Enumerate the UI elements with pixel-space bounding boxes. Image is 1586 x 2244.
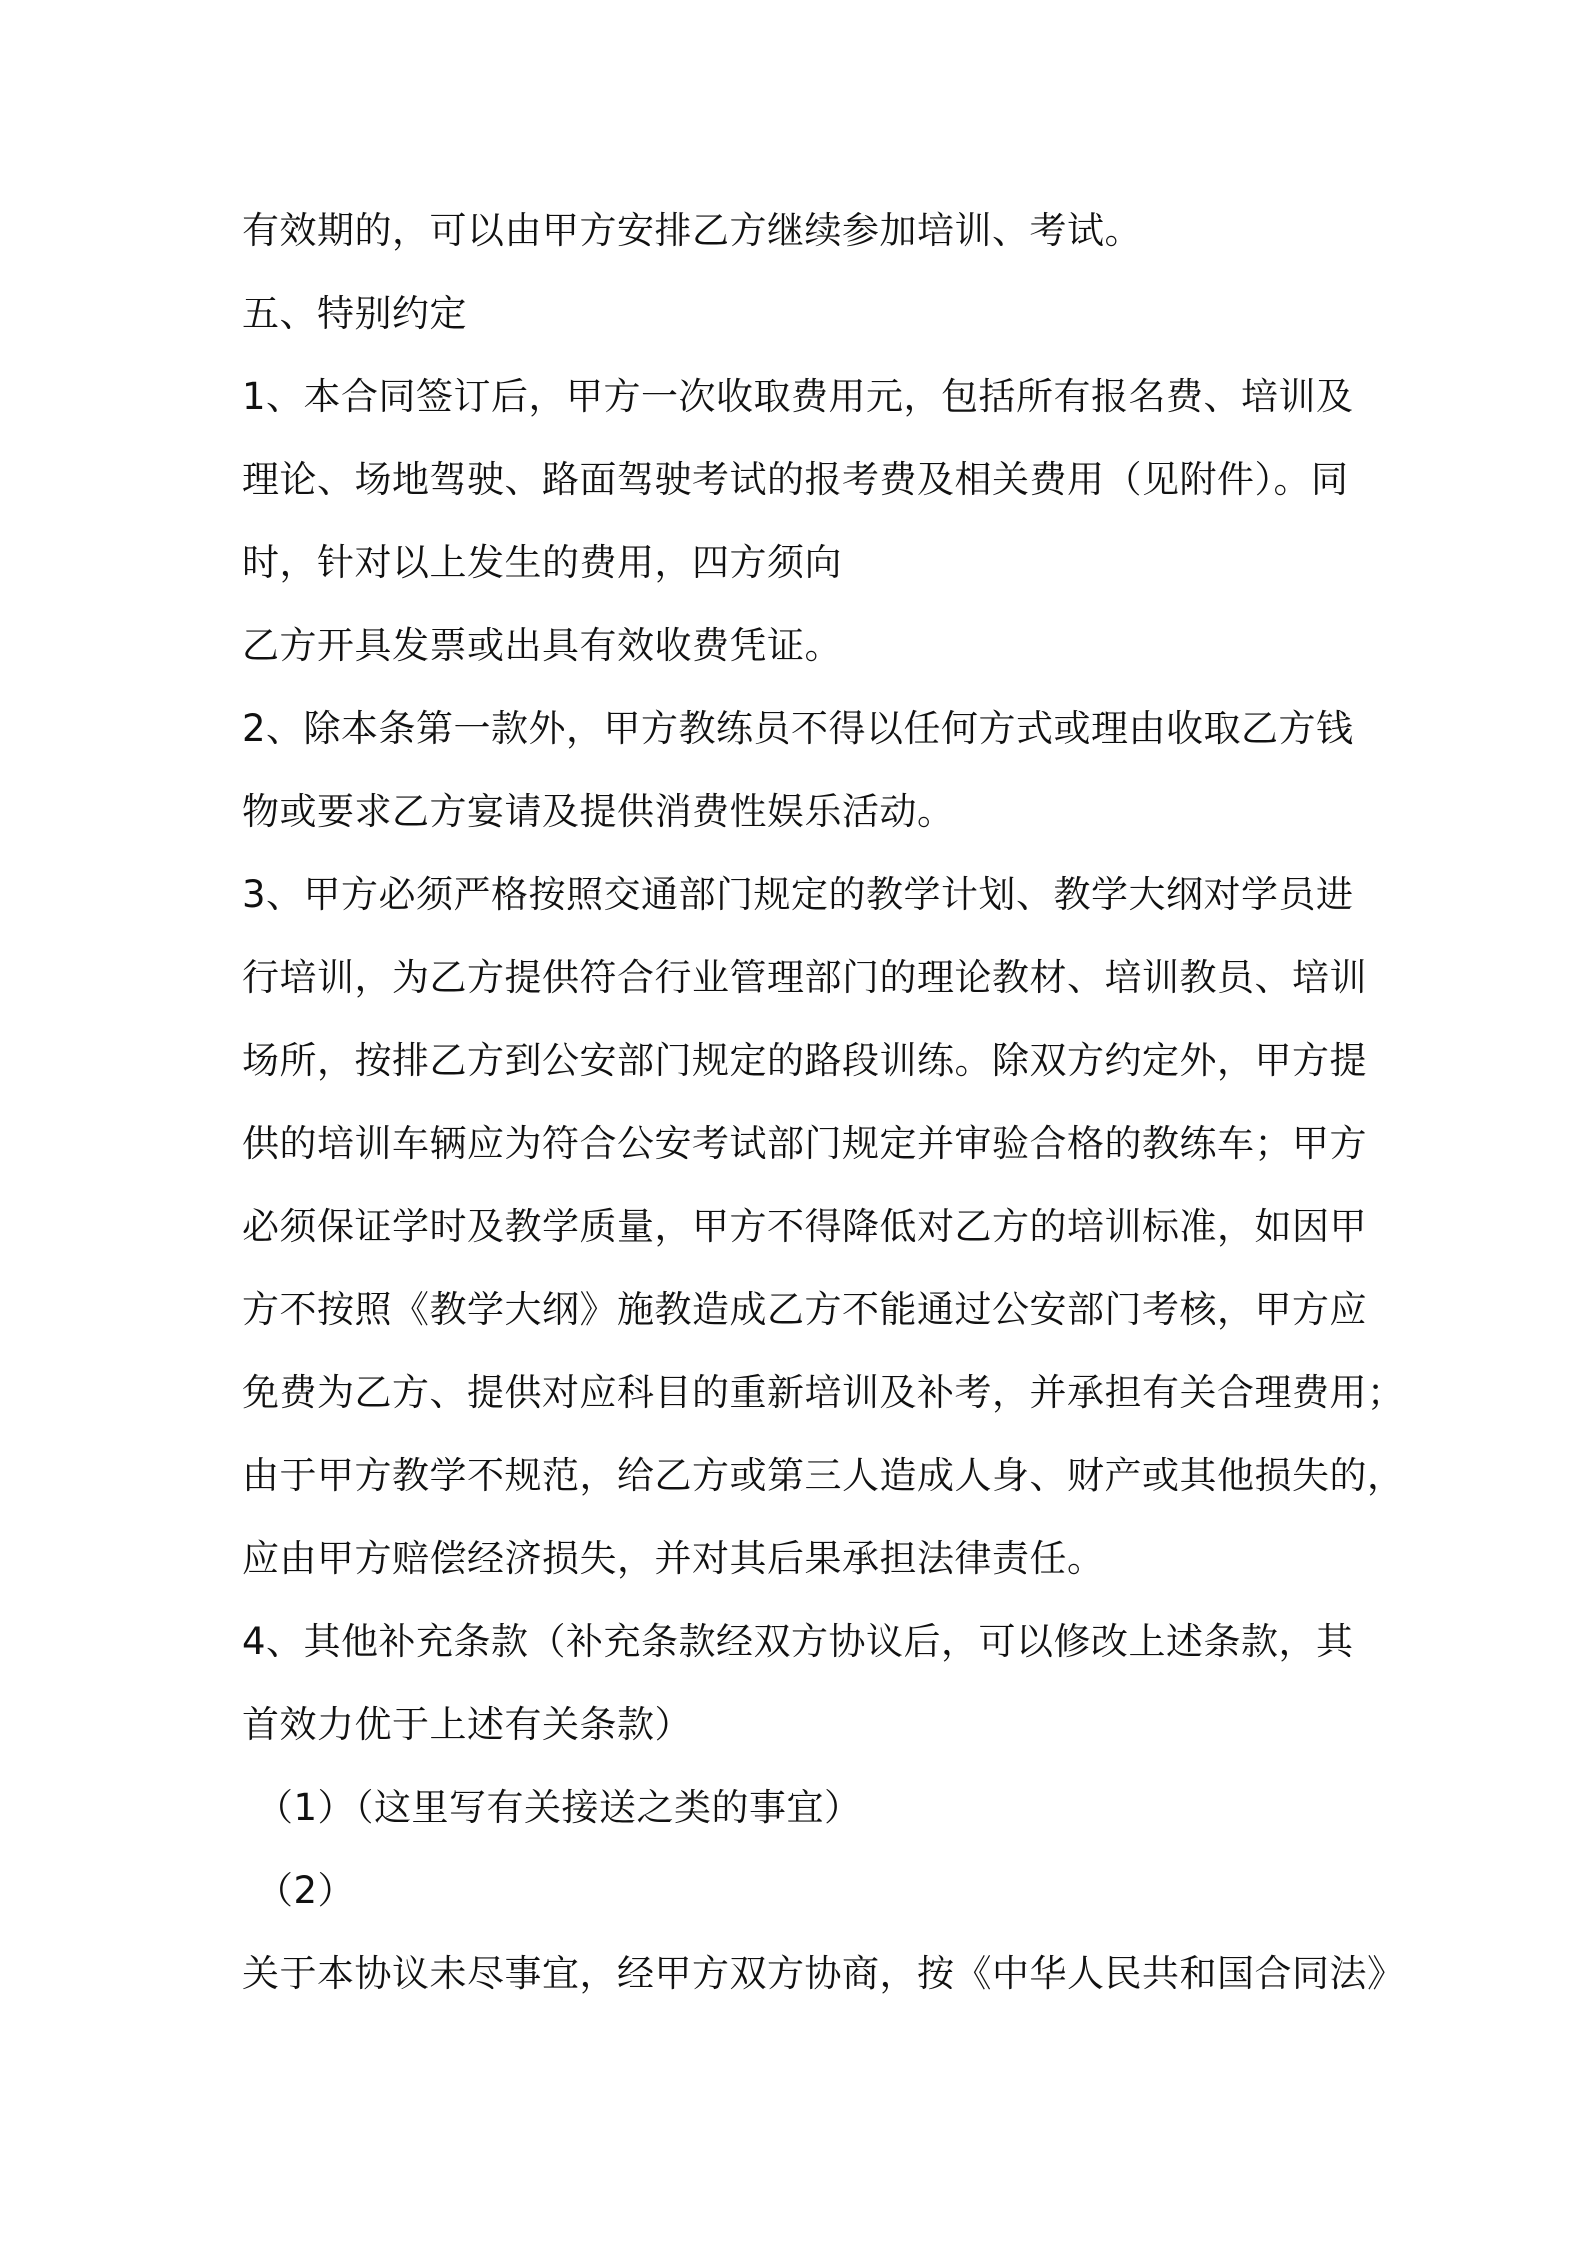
text-line: 理论、场地驾驶、路面驾驶考试的报考费及相关费用（见附件）。同 bbox=[242, 458, 1349, 501]
text-line: 1、本合同签订后，甲方一次收取费用元，包括所有报名费、培训及 bbox=[242, 375, 1354, 418]
text-line: 场所，按排乙方到公安部门规定的路段训练。除双方约定外，甲方提 bbox=[242, 1039, 1367, 1082]
text-line: 有效期的，可以由甲方安排乙方继续参加培训、考试。 bbox=[242, 209, 1142, 252]
text-line: 时，针对以上发生的费用，四方须向 bbox=[242, 541, 842, 584]
text-line: 2、除本条第一款外，甲方教练员不得以任何方式或理由收取乙方钱 bbox=[242, 707, 1354, 750]
text-line: 免费为乙方、提供对应科目的重新培训及补考，并承担有关合理费用； bbox=[242, 1371, 1405, 1414]
text-line: 3、甲方必须严格按照交通部门规定的教学计划、教学大纲对学员进 bbox=[242, 873, 1354, 916]
list-item: （1）（这里写有关接送之类的事宜） bbox=[256, 1786, 862, 1829]
text-line: 供的培训车辆应为符合公安考试部门规定并审验合格的教练车；甲方 bbox=[242, 1122, 1367, 1165]
text-line: 4、其他补充条款（补充条款经双方协议后，可以修改上述条款，其 bbox=[242, 1620, 1354, 1663]
text-line: 方不按照《教学大纲》施教造成乙方不能通过公安部门考核，甲方应 bbox=[242, 1288, 1367, 1331]
text-line: 首效力优于上述有关条款） bbox=[242, 1703, 692, 1746]
text-line: 由于甲方教学不规范，给乙方或第三人造成人身、财产或其他损失的， bbox=[242, 1454, 1405, 1497]
text-line: 必须保证学时及教学质量，甲方不得降低对乙方的培训标准，如因甲 bbox=[242, 1205, 1367, 1248]
section-heading: 五、特别约定 bbox=[242, 292, 467, 335]
list-item: （2） bbox=[256, 1869, 356, 1912]
text-line: 乙方开具发票或出具有效收费凭证。 bbox=[242, 624, 842, 667]
text-line: 关于本协议未尽事宜，经甲方双方协商，按《中华人民共和国合同法》 bbox=[242, 1952, 1405, 1995]
text-line: 应由甲方赔偿经济损失，并对其后果承担法律责任。 bbox=[242, 1537, 1105, 1580]
text-line: 行培训，为乙方提供符合行业管理部门的理论教材、培训教员、培训 bbox=[242, 956, 1367, 999]
text-line: 物或要求乙方宴请及提供消费性娱乐活动。 bbox=[242, 790, 955, 833]
